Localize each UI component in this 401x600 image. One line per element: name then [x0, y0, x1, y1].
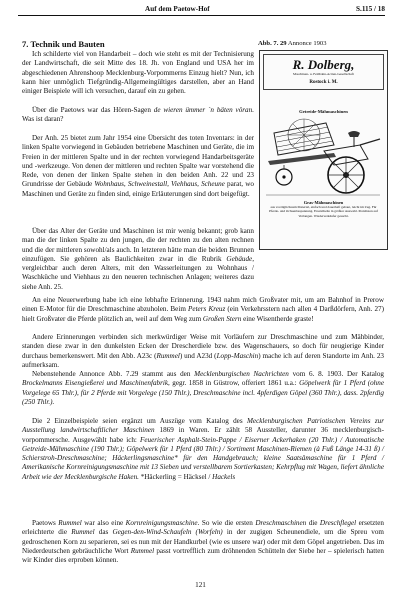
ad-company-box: [263, 54, 384, 90]
paragraph-7-newspaper: Mecklenburgischen Nachrichten: [194, 370, 289, 378]
paragraph-4-rubric: Gebäude: [226, 254, 253, 263]
paragraph-7-text-mid: vom 6. 8. 1903. Der Katalog: [288, 370, 385, 378]
paragraph-8-text-mid: 1869 in Waren. Er zählt 58 Aussteller, darunter 36 mecklenburgisch-vorpommersche. Ausgewählt habe ich:: [22, 426, 385, 444]
paragraph-7: [22, 370, 384, 407]
ad-bottom-text: [266, 201, 381, 218]
ad-bottom-description: aus vorzüglichstem Material, einfach und dauerhaft gebaut, leicht im Zug. Für Pferde- und Ochsenbespannung. Ersatztheile in größter Auswahl. Preislisten auf Verlangen. Wiederverkäufer gesucht.: [269, 205, 378, 218]
paragraph-8-footnote: *Häckerling = Häcksel /: [138, 472, 213, 481]
advertisement-figure: [259, 50, 388, 250]
paragraph-9-term-3: Dreschmaschinen: [255, 519, 307, 527]
paragraph-9-text-6: das: [94, 528, 113, 537]
paragraph-6-text-end: ) mache ich auf deren Standorte im Anh. 23 aufmerksam.: [22, 351, 385, 369]
paragraph-9-text-7: in der zugigen Scheunendiele, um die Spreu vom gedroschenen Korn zu separieren, sei es nun mit der Handkurbel (wie es unsere war) oder mit dem Göpel angetrieben. Das im Niederdeutschen gebräuchliche Wort: [22, 528, 384, 555]
paragraph-9-term-2: Kornreinigungsmaschine.: [125, 519, 200, 527]
paragraph-7-text: Nebenstehende Annonce Abb. 7.29 stammt aus den: [32, 370, 195, 378]
paragraph-8-text: Die 2 Einzelbeispiele seien ergänzt um Auszüge vom Katalog des: [32, 417, 247, 425]
figure-caption-text: Annonce 1903: [286, 40, 327, 47]
paragraph-5-place-2: Großen Stern: [202, 314, 242, 323]
paragraph-2-quote: de wieren ümmer ´n bäten vöran.: [153, 106, 254, 114]
paragraph-7-catalog: Brockelmanns Eisengießerei und Maschinenfabrik: [22, 379, 169, 388]
section-title: 7. Technik und Bauten: [22, 39, 105, 49]
paragraph-9-text-4: die: [306, 519, 320, 527]
paragraph-6: [22, 333, 384, 370]
paragraph-4-text-end: , vergleichbar auch deren Alters, mit den Wasserleitungen zu Wohnhaus / Waschküche und Viehhaus zu den neueren technischen Anlagen; weiteres dazu siehe Anh. 25.: [22, 254, 254, 291]
paragraph-7-text-mid-2: , gegr. 1858 in Güstrow, offeriert 1861 u.a.:: [168, 379, 300, 388]
header-rule: [18, 15, 385, 16]
paragraph-5-place-1: Peters Kreuz: [188, 305, 226, 314]
paragraph-9-text-2: war also eine: [81, 519, 126, 527]
ad-company-city: Rostock i. M.: [309, 80, 338, 85]
paragraph-5: [22, 296, 384, 324]
paragraph-8-exhibit-list: Feuerischer Asphalt-Stein-Pappe / Eiserner Ackerhaken (20 Thlr.) / Automatische Getreide-Mähmaschine (190 Thlr.); Göpelwerk für 1 Pferd (80 Thlr.) / Sortiment Maschinen-Riemen (à Fuß Länge 14-31 ß) / Schierstroh-Dreschmaschine; Häckerlingsmaschine* für den Handgebrauch; kleine Saatsämaschine für 1 Pferd / Amerikanische Kornreinigungsmaschine mit 13 Sieben und verstellbarem Sortierkasten; Kehrpflug mit Wagen, liefert ähnliche Arbeit wie der Mecklenburgische Haken.: [22, 435, 384, 481]
paragraph-5-text-end: eine Wisentherde graste!: [241, 314, 314, 323]
paragraph-9-term-4: Dreschflegel: [319, 519, 357, 527]
paragraph-9-term-7: Rummel: [130, 546, 155, 555]
paragraph-3-buildings: Wohnhaus, Schweinestall, Viehhaus, Scheune: [94, 180, 225, 189]
paragraph-2-text-end: Was ist daran?: [22, 115, 64, 124]
paragraph-8: [22, 417, 384, 482]
paragraph-9-term-5: Rummel: [71, 528, 95, 537]
paragraph-2-text: Über die Paetows war das Hören-Sagen: [32, 106, 154, 114]
ad-headline: Getreide-Mähmaschinen: [299, 109, 348, 114]
paragraph-5-text: An eine Neuerwerbung habe ich eine lebhafte Erinnerung. 1943 nahm mich Großvater mit, um am Bahnhof in Prerow einen E-Motor für die Dreschmaschine abzuholen. Beim: [22, 296, 384, 314]
paragraph-6-text-mid: ) und A23d (: [179, 351, 217, 360]
page-number: 121: [195, 581, 206, 589]
paragraph-9-text-8: passt vortrefflich zum dröhnenden Schütteln der Siebe her – spielerisch hatten wir Kinder dies erproben können.: [22, 546, 384, 564]
running-header-page-ref: S.115 / 18: [356, 5, 385, 13]
paragraph-1: Ich schilderte viel von Handarbeit – doch wie steht es mit der Technisierung der Landwirtschaft, die seit Mitte des 18. Jh. von England und USA her im abgeschiedenen Ahrenshoop Mecklenburg-Vorpommerns Einzug hielt? Nun, ich kann hier unmöglich Tiefgründig-Allgemeingültiges darstellen, aber an Hand einiger Beispiele will ich versuchen, darauf ein zu gehen.: [22, 50, 254, 95]
ad-company-name: R. Dolberg,: [292, 57, 355, 72]
paragraph-4: [22, 227, 254, 292]
paragraph-9-term-6: Gegen-den-Wind-Schaufeln (Worfeln): [112, 528, 223, 537]
paragraph-9-text-5: ersetzten erleichterte die: [22, 519, 384, 537]
mowing-machine-illustration: [264, 115, 382, 199]
paragraph-5-text-mid: (ein Verkehrsstern nach allen 4 Darßdörfern, Anh. 27) hielt Großvater die Pferde plötzlich an, weil auf dem Weg zum: [22, 305, 384, 323]
paragraph-2: [22, 106, 254, 125]
paragraph-9-term-1: Rummel: [58, 519, 82, 527]
paragraph-9: [22, 519, 384, 565]
paragraph-6-term-2: Lopp-Maschin: [216, 351, 259, 360]
paragraph-8-footnote-term: Hackels: [212, 472, 236, 481]
figure-caption-number: Abb. 7. 29: [258, 40, 287, 47]
paragraph-6-text: Andere Erinnerungen verbinden sich merkwürdiger Weise mit Vorläufern zur Dreschmaschine und zum Mähbinder, standen diese zwar in den dunkelsten Ecken der Drescherdiele bzw. des Wagenschauers, so doch für neugierige Kinder durchaus bemerkenswert. Mit den Abb. A23c (: [22, 333, 384, 360]
paragraph-9-text-3: So wie die ersten: [199, 519, 256, 527]
paragraph-3-text: Der Anh. 25 bietet zum Jahr 1954 eine Übersicht des toten Inventars: in der linken Spalte vorwiegend in Gebäuden betriebene Maschinen und Geräte, die im Freien in der mittleren Spalte und in der rechten vorwiegend Handarbeitsgeräte und -werkzeuge. Von denen der mittleren und rechten Spalte war vorstehend die Rede, von denen der linken Spalte stehen in den beiden Anh. 22 und 23 Grundrisse der Gebäude: [22, 134, 254, 189]
paragraph-8-association: Mecklenburgischen Patriotischen Vereins zur Ausstellung landwirtschaftlicher Maschinen: [22, 417, 384, 435]
ad-company-subtitle: Maschinen- u. Feldbahn-Actien-Gesellschaft: [293, 72, 354, 76]
ad-bottom-headline: Gras-Mähmaschinen: [303, 200, 344, 205]
figure-caption: [258, 40, 327, 47]
paragraph-3-text-end: parat, wo Maschinen und Geräte zu finden sind, einige Erläuterungen sind dort beigefügt.: [22, 180, 254, 198]
paragraph-3: [22, 134, 254, 199]
running-header-title: Auf dem Paetow-Hof: [145, 5, 210, 13]
paragraph-4-text: Über das Alter der Geräte und Maschinen ist mir wenig bekannt; grob kann man die der linken Spalte zu den jungen, die der rechten zu den alten rechnen und die der mittleren sowohl/als auch. In letzteren hätte man die beiden Brunnen einzufügen. Sie gehören als Baulichkeiten zwar in die Rubrik: [22, 227, 254, 263]
paragraph-9-text: Paetows: [32, 519, 59, 527]
paragraph-6-term-1: Rummel: [156, 351, 180, 360]
paragraph-7-price-list: Göpelwerk für 1 Pferd (ohne Vorgelege 65 Thlr.), für 2 Pferde mit Vorgelege (150 Thlr.), Dreschmaschine incl. 4pferdigen Göpel (360 Thlr.), dass. 2pferdig (250 Thlr.).: [22, 379, 384, 406]
